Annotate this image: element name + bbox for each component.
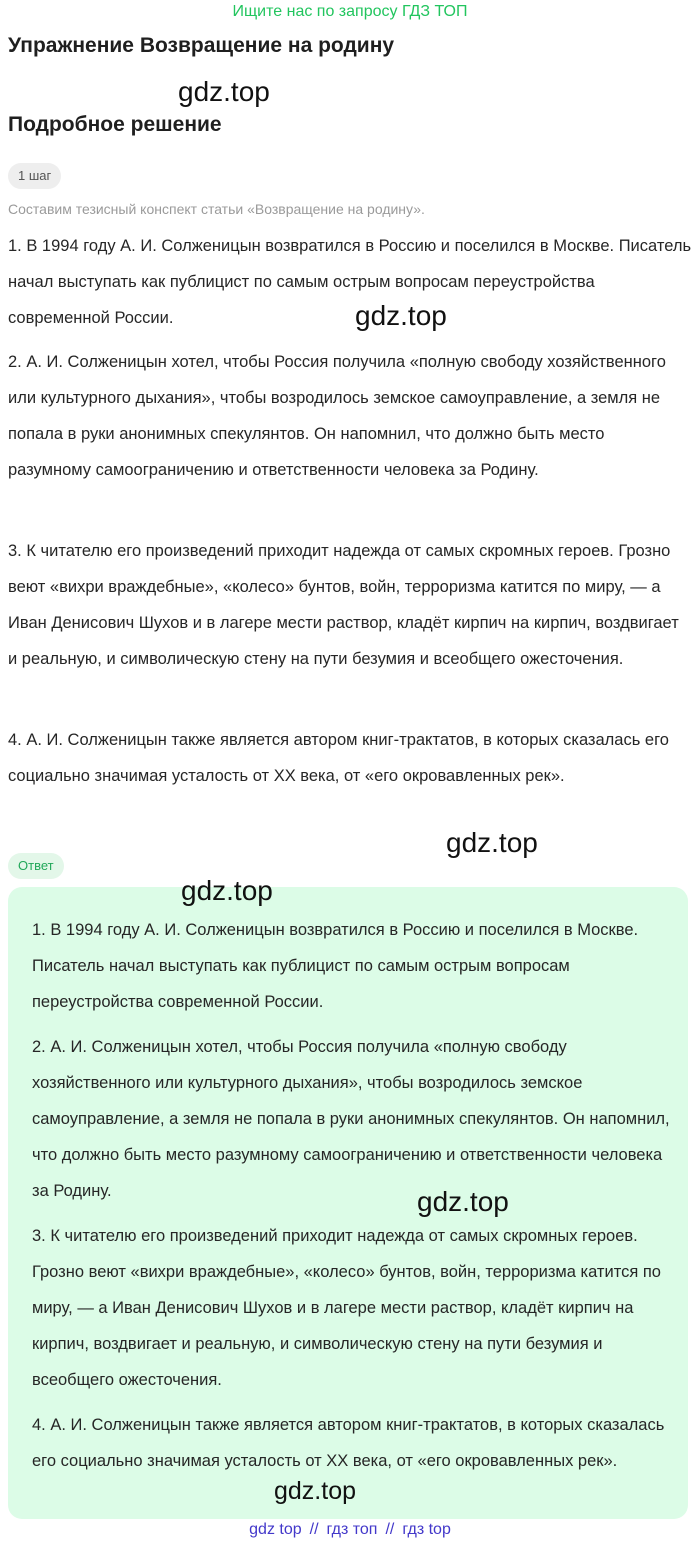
watermark: gdz.top [274, 1477, 357, 1505]
solution-paragraph-3: 3. К читателю его произведений приходит надежда от самых скромных героев. Грозно веют «вихри враждебные», «колесо» бунтов, войн, терроризма катится по миру, — а Иван Денисович Шухов и в лагере мести раствор, кладёт кирпич на кирпич, воздвигает и реальную, и символическую стену на пути безумия и всеобщего ожесточения. [8, 542, 679, 668]
footer-link[interactable]: gdz top [249, 1521, 302, 1538]
solution-paragraph-4: 4. А. И. Солженицын также является автором книг-трактатов, в которых сказалась его социально значимая усталость от XX века, от «его окровавленных рек». [8, 731, 669, 785]
answer-paragraph-3: 3. К читателю его произведений приходит надежда от самых скромных героев. Грозно веют «вихри враждебные», «колесо» бунтов, войн, терроризма катится по миру, — а Иван Денисович Шухов и в лагере мести раствор, кладёт кирпич на кирпич, воздвигает и реальную, и символическую стену на пути безумия и всеобщего ожесточения. [32, 1227, 661, 1389]
answer-paragraph-1: 1. В 1994 году А. И. Солженицын возвратился в Россию и поселился в Москве. Писатель начал выступать как публицист по самым острым вопросам переустройства современной России. [32, 921, 639, 1011]
watermark: gdz.top [355, 300, 447, 331]
answer-paragraph-2: 2. А. И. Солженицын хотел, чтобы Россия получила «полную свободу хозяйственного или культурного дыхания», чтобы возродилось земское самоуправление, а земля не попала в руки анонимных спекулянтов. Он напомнил, что должно быть место разумному самоограничению и ответственности человека за Родину. [32, 1038, 670, 1200]
watermark: gdz.top [181, 875, 273, 906]
step-intro-text: Составим тезисный конспект статьи «Возвращение на родину». [8, 201, 425, 217]
watermark: gdz.top [446, 827, 538, 858]
footer-link[interactable]: гдз top [402, 1521, 451, 1538]
watermark: gdz.top [417, 1186, 509, 1217]
section-title: Подробное решение [8, 113, 222, 136]
answer-badge: Ответ [8, 853, 64, 879]
watermark: gdz.top [178, 76, 270, 107]
footer-link[interactable]: гдз топ [326, 1521, 378, 1538]
answer-paragraph-4: 4. А. И. Солженицын также является автором книг-трактатов, в которых сказалась его социально значимая усталость от XX века, от «его окровавленных рек». [32, 1416, 665, 1470]
footer-separator: // [385, 1521, 395, 1538]
solution-paragraph-2: 2. А. И. Солженицын хотел, чтобы Россия получила «полную свободу хозяйственного или культурного дыхания», чтобы возродилось земское самоуправление, а земля не попала в руки анонимных спекулянтов. Он напомнил, что должно быть место разумному самоограничению и ответственности человека за Родину. [8, 353, 666, 479]
footer-separator: // [309, 1521, 319, 1538]
footer-links [0, 1520, 700, 1540]
step-badge: 1 шаг [8, 163, 61, 189]
solution-paragraph-1: 1. В 1994 году А. И. Солженицын возвратился в Россию и поселился в Москве. Писатель начал выступать как публицист по самым острым вопросам переустройства современной России. [8, 237, 692, 327]
search-banner: Ищите нас по запросу ГДЗ ТОП [232, 3, 468, 20]
page-title: Упражнение Возвращение на родину [8, 34, 395, 57]
